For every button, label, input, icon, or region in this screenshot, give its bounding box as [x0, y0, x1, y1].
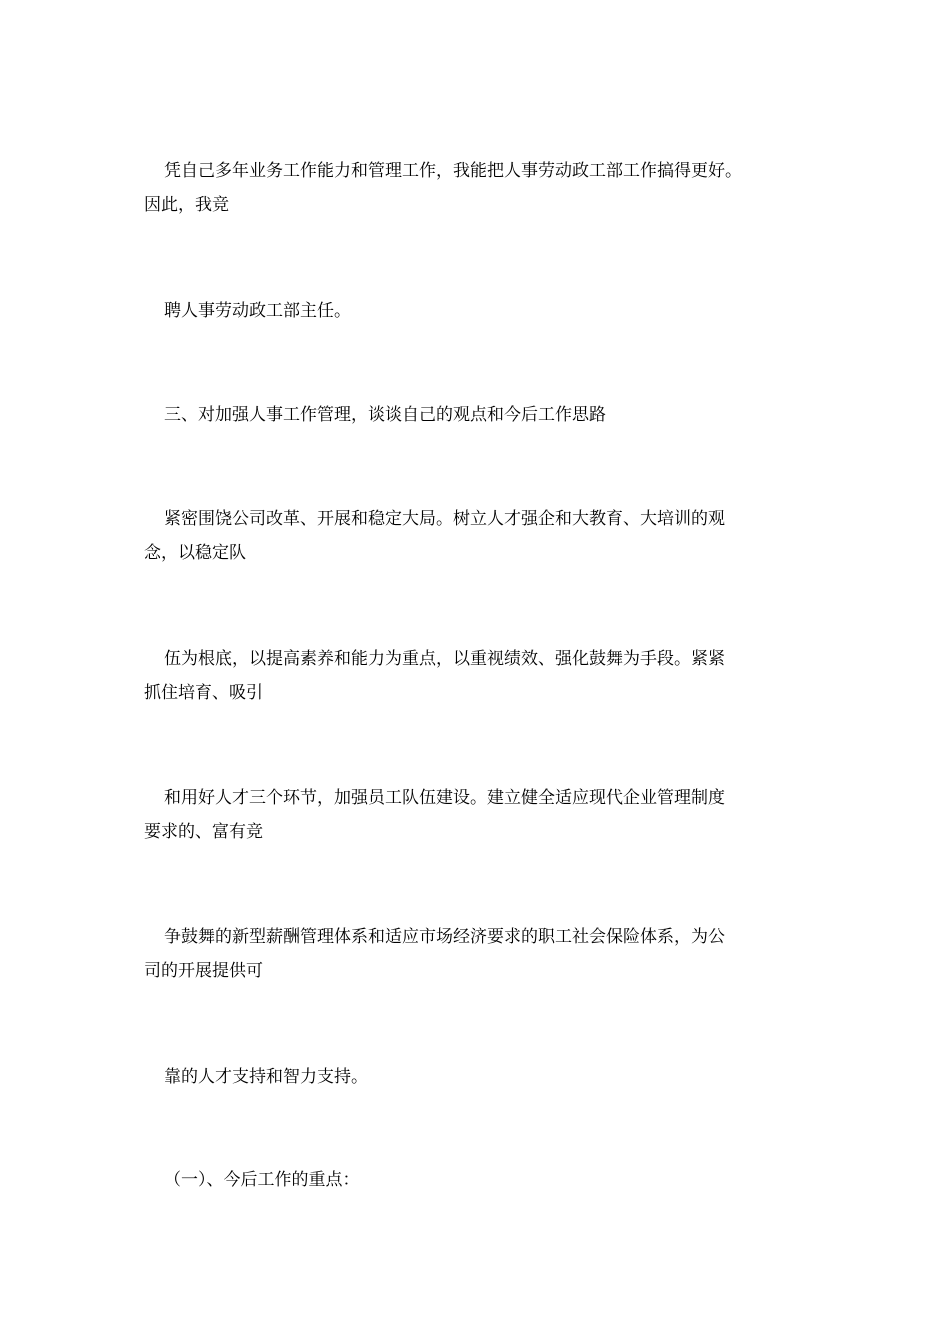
paragraph-2: [144, 294, 814, 328]
paragraph-6: [144, 920, 814, 988]
paragraph-line: 要求的、富有竞: [144, 822, 263, 842]
subsection-heading-one: [144, 1163, 814, 1197]
paragraph-3: [144, 502, 814, 570]
paragraph-line: 念，以稳定队: [144, 543, 246, 563]
paragraph-line: 司的开展提供可: [144, 961, 263, 981]
paragraph-line: 和用好人才三个环节，加强员工队伍建设。建立健全适应现代企业管理制度: [164, 788, 725, 808]
paragraph-line: 争鼓舞的新型薪酬管理体系和适应市场经济要求的职工社会保险体系，为公: [164, 927, 725, 947]
section-heading-three: [144, 398, 814, 432]
paragraph-7: [144, 1060, 814, 1094]
paragraph-1: [144, 154, 814, 222]
paragraph-4: [144, 642, 814, 710]
paragraph-5: [144, 781, 814, 849]
paragraph-line: 抓住培育、吸引: [144, 683, 263, 703]
paragraph-line: 凭自己多年业务工作能力和管理工作，我能把人事劳动政工部工作搞得更好。: [164, 161, 742, 181]
paragraph-line: 伍为根底，以提高素养和能力为重点，以重视绩效、强化鼓舞为手段。紧紧: [164, 649, 725, 669]
paragraph-line: 紧密围饶公司改革、开展和稳定大局。树立人才强企和大教育、大培训的观: [164, 509, 725, 529]
paragraph-line: （一）、今后工作的重点：: [164, 1170, 360, 1190]
paragraph-line: 聘人事劳动政工部主任。: [164, 301, 351, 321]
paragraph-line: 三、对加强人事工作管理，谈谈自己的观点和今后工作思路: [164, 405, 606, 425]
paragraph-line: 靠的人才支持和智力支持。: [164, 1067, 368, 1087]
paragraph-line: 因此，我竞: [144, 195, 229, 215]
